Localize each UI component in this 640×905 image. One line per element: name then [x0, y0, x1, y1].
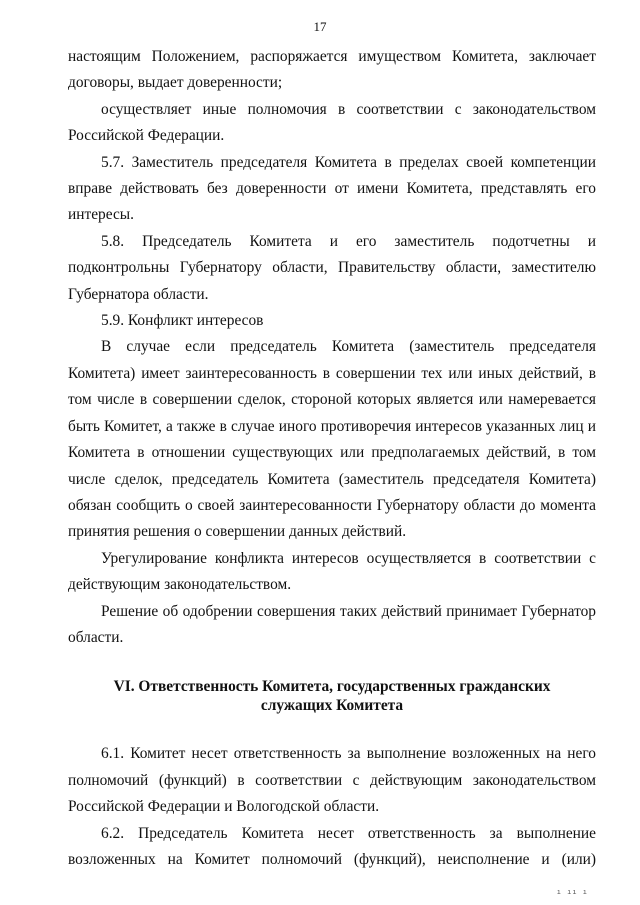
paragraph-other-powers: осуществляет иные полномочия в соответствии с законодательством Российской Федерации.: [68, 100, 596, 145]
paragraph-conflict-case: В случае если председатель Комитета (заместитель председателя Комитета) имеет заинтересованность в совершении тех или иных действий, в том числе в совершении сделок, стороной которых является или намеревается быть Комитет, а также в случае иного противоречия интересов указанных лиц и Комитета в отношении существующих или предполагаемых действий, в том числе сделок, председатель Комитета (заместитель председателя Комитета) обязан сообщить о своей заинтересованности Губернатору области до момента принятия решения о совершении данных действий.: [68, 338, 596, 541]
document-body: [68, 44, 596, 873]
paragraph-6-2: 6.2. Председатель Комитета несет ответственность за выполнение возложенных на Комитет полномочий (функций), неисполнение и (или): [68, 824, 596, 868]
footer-mark: ı ıı ı: [556, 888, 588, 896]
spacer: [68, 715, 596, 741]
page-number: 17: [313, 19, 327, 34]
paragraph-6-1: 6.1. Комитет несет ответственность за выполнение возложенных на него полномочий (функций) в соответствии с действующим законодательством Российской Федерации и Вологодской области.: [68, 745, 596, 816]
paragraph-5-8: 5.8. Председатель Комитета и его заместитель подотчетны и подконтрольны Губернатору области, Правительству области, заместителю Губернатора области.: [68, 232, 596, 303]
paragraph-conflict-settlement: Урегулирование конфликта интересов осуществляется в соответствии с действующим законодательством.: [68, 549, 596, 594]
paragraph-5-7: 5.7. Заместитель председателя Комитета в пределах своей компетенции вправе действовать без доверенности от имени Комитета, представлять его интересы.: [68, 153, 596, 224]
paragraph-5-9: 5.9. Конфликт интересов: [101, 312, 264, 330]
paragraph-approval-decision: Решение об одобрении совершения таких действий принимает Губернатор области.: [68, 602, 596, 646]
spacer: [68, 651, 596, 677]
section-heading: VI. Ответственность Комитета, государственных гражданских служащих Комитета: [113, 678, 551, 715]
paragraph-continuation: настоящим Положением, распоряжается имуществом Комитета, заключает договоры, выдает доверенности;: [68, 48, 596, 92]
